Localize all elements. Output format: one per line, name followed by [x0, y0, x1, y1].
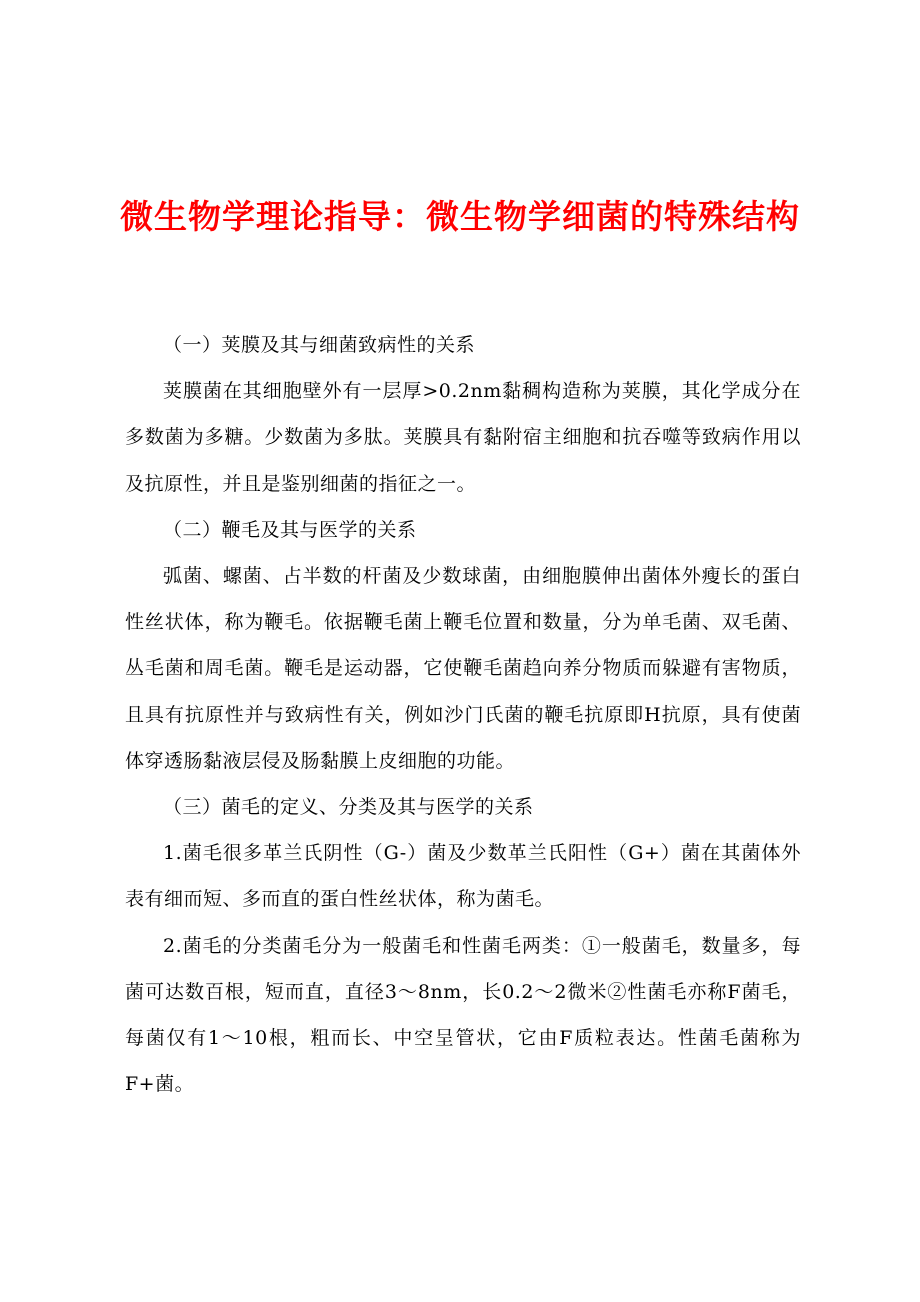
document-body: [125, 322, 801, 1107]
section-heading-flagella: （二）鞭毛及其与医学的关系: [163, 518, 417, 541]
paragraph-pili-classification: 2.菌毛的分类菌毛分为一般菌毛和性菌毛两类：①一般菌毛，数量多，每菌可达数百根，短而直，直径3～8nm，长0.2～2微米②性菌毛亦称F菌毛，每菌仅有1～10根，粗而长、中空呈管状，它由F质粒表达。性菌毛菌称为F+菌。: [125, 934, 801, 1096]
paragraph-capsule: 荚膜菌在其细胞壁外有一层厚>0.2nm黏稠构造称为荚膜，其化学成分在多数菌为多糖。少数菌为多肽。荚膜具有黏附宿主细胞和抗吞噬等致病作用以及抗原性，并且是鉴别细菌的指征之一。: [125, 380, 801, 495]
document-title: 微生物学理论指导：微生物学细菌的特殊结构: [120, 197, 800, 236]
paragraph-pili-definition: 1.菌毛很多革兰氏阴性（G-）菌及少数革兰氏阳性（G+）菌在其菌体外表有细而短、多而直的蛋白性丝状体，称为菌毛。: [125, 842, 801, 911]
section-heading-capsule: （一）荚膜及其与细菌致病性的关系: [163, 334, 476, 356]
paragraph-flagella: 弧菌、螺菌、占半数的杆菌及少数球菌，由细胞膜伸出菌体外瘦长的蛋白性丝状体，称为鞭毛。依据鞭毛菌上鞭毛位置和数量，分为单毛菌、双毛菌、丛毛菌和周毛菌。鞭毛是运动器，它使鞭毛菌趋向养分物质而躲避有害物质，且具有抗原性并与致病性有关，例如沙门氏菌的鞭毛抗原即H抗原，具有使菌体穿透肠黏液层侵及肠黏膜上皮细胞的功能。: [125, 565, 801, 772]
section-heading-pili: （三）菌毛的定义、分类及其与医学的关系: [163, 796, 534, 819]
